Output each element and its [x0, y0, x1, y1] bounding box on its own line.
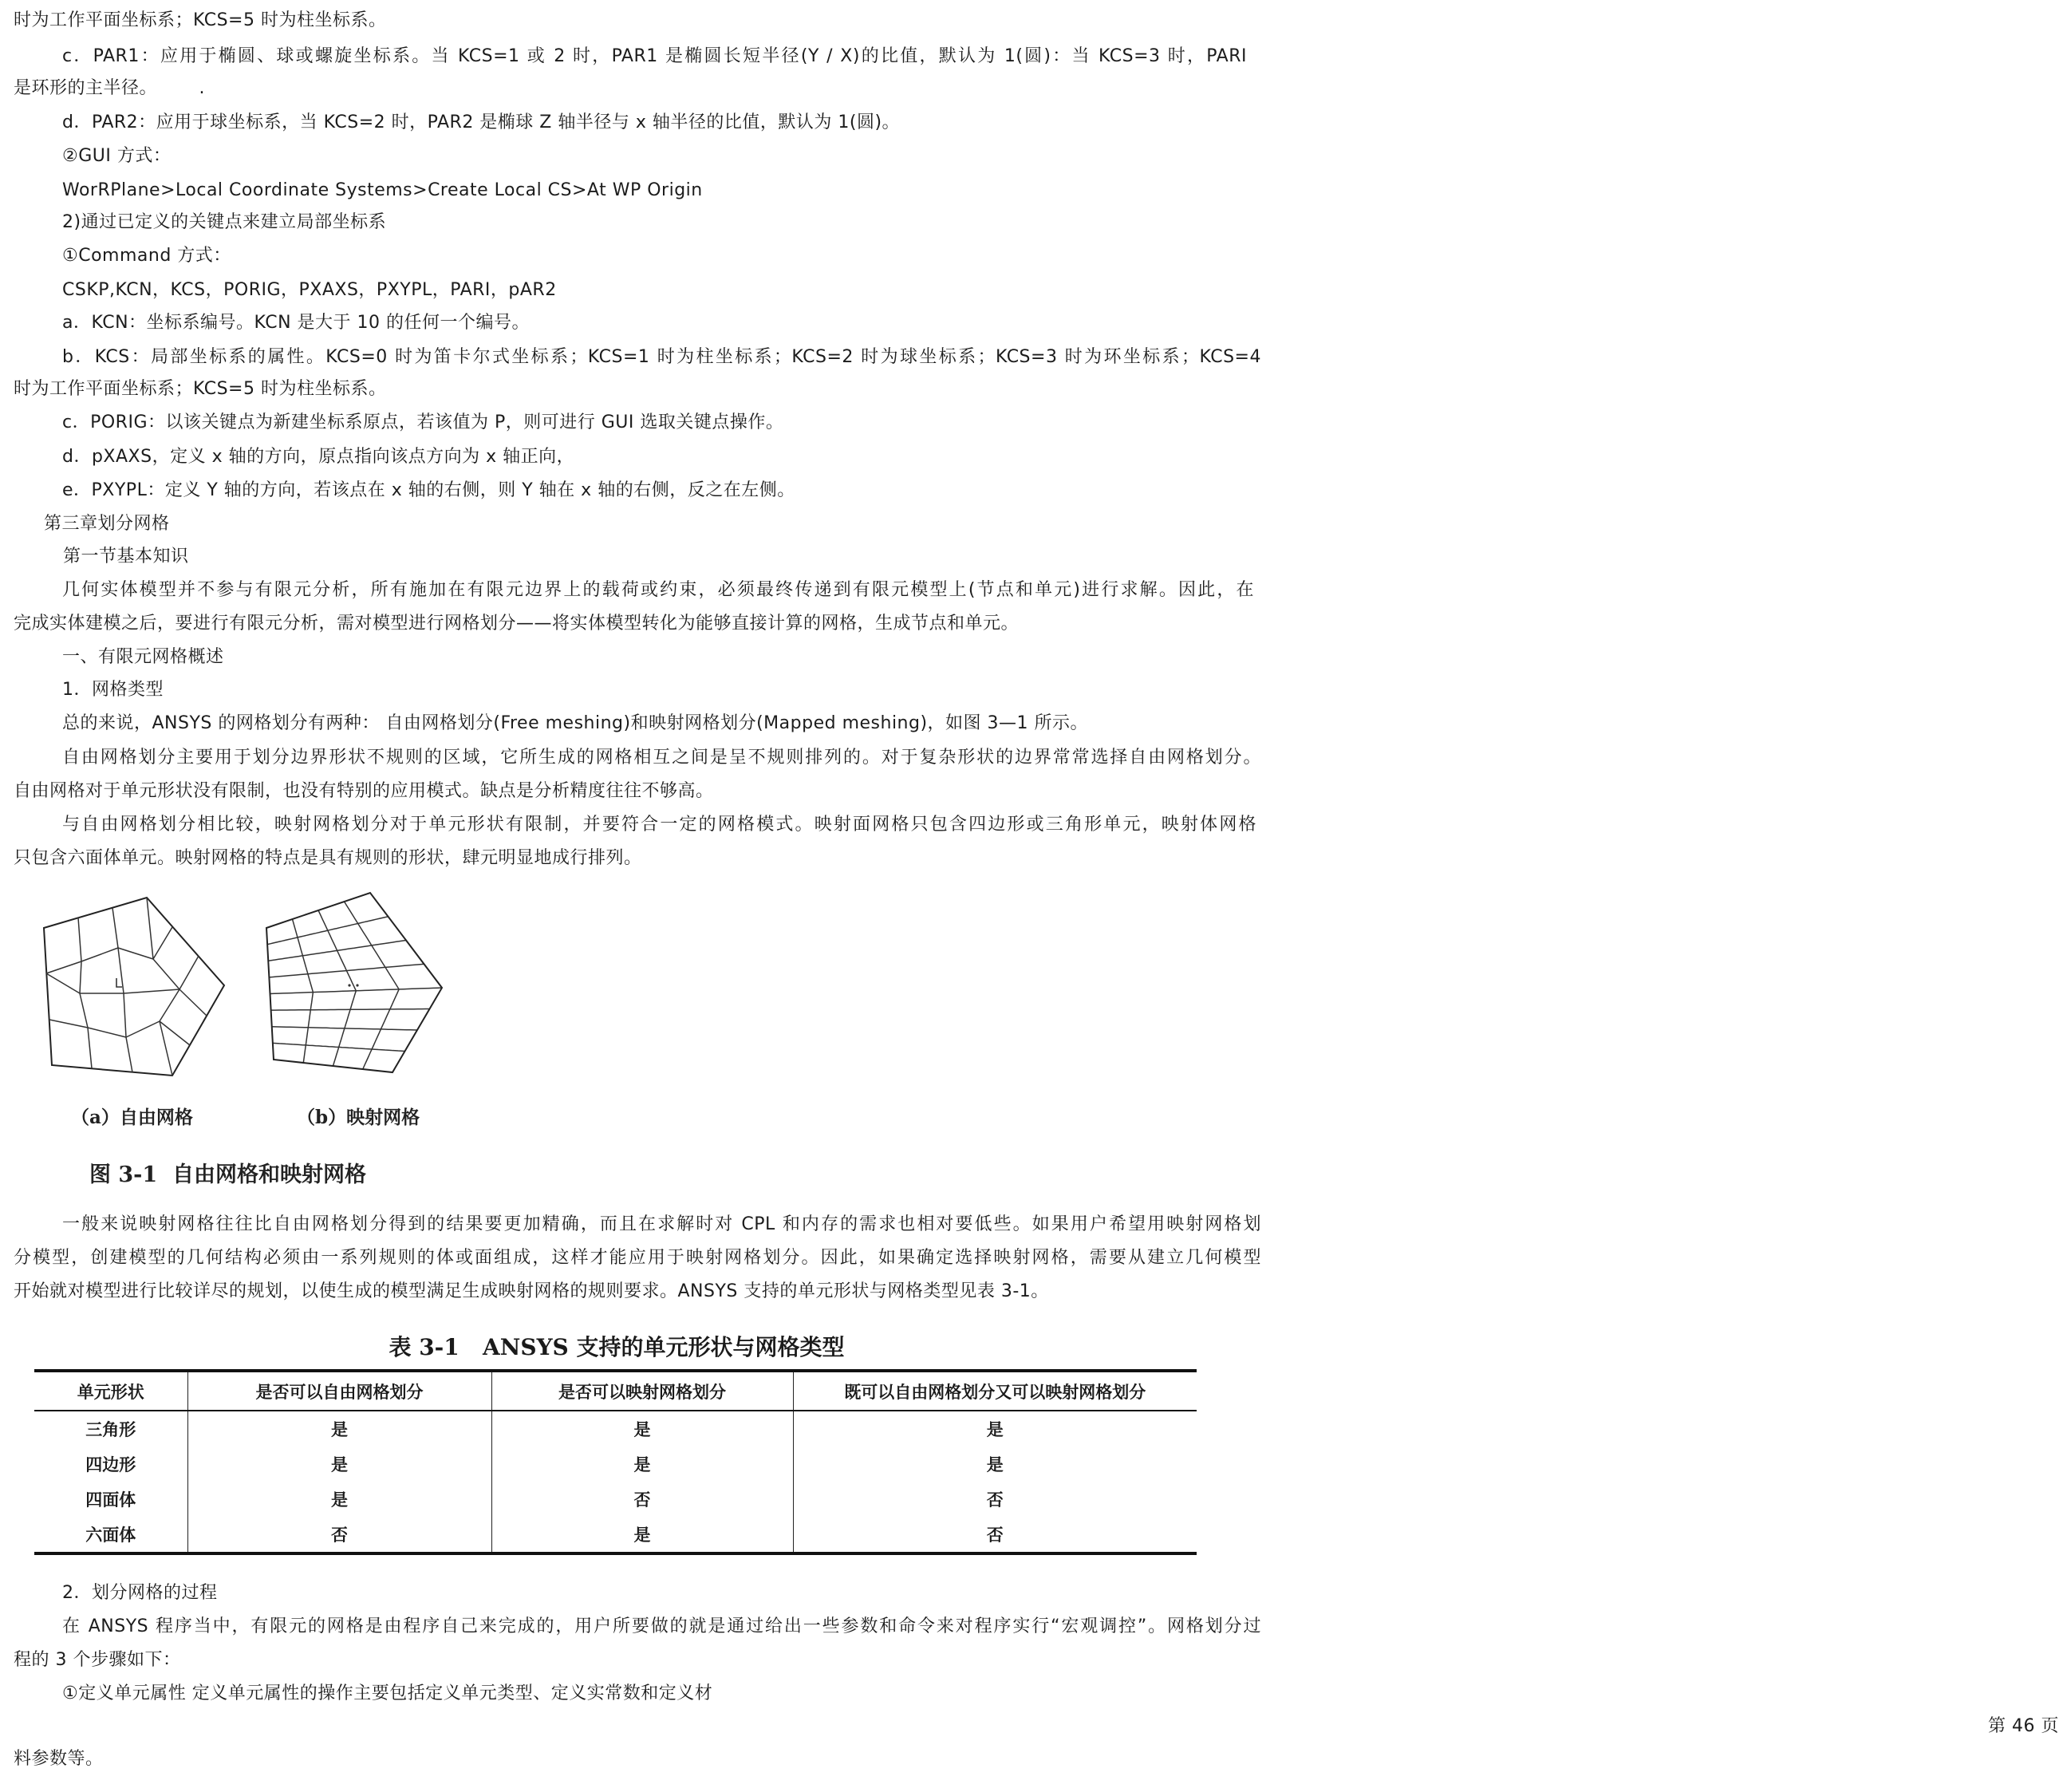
- body-text-line: 2)通过已定义的关键点来建立局部坐标系: [62, 212, 387, 232]
- mesh-line: [46, 961, 81, 973]
- mesh-line: [293, 919, 314, 1063]
- table-row-label: 六面体: [34, 1517, 187, 1553]
- mesh-line: [49, 1020, 88, 1028]
- mesh-line: [81, 948, 118, 961]
- body-text-line: 一般来说映射网格往往比自由网格划分得到的结果要更加精确，而且在求解时对 CPL 和内存的需求也相对要低些。如果用户希望用映射网格划: [62, 1214, 1261, 1234]
- table-header-cell: 单元形状: [34, 1371, 187, 1411]
- body-text-line: 完成实体建模之后，要进行有限元分析，需对模型进行网格划分——将实体模型转化为能够直接计算的网格，生成节点和单元。: [14, 614, 1020, 634]
- body-text-line: 分模型，创建模型的几何结构必须由一系列规则的体或面组成，这样才能应用于映射网格划分。因此，如果确定选择映射网格，需要从建立几何模型: [14, 1248, 1261, 1268]
- body-text-line: ①Command 方式：: [62, 246, 231, 266]
- body-text-line: b．KCS：局部坐标系的属性。KCS=0 时为笛卡尔式坐标系；KCS=1 时为柱坐标系；KCS=2 时为球坐标系；KCS=3 时为环坐标系；KCS=4: [62, 347, 1261, 367]
- table-header-row: [34, 1371, 1197, 1411]
- body-text-line: 料参数等。: [14, 1749, 104, 1769]
- body-text-line: 是环形的主半径。 .: [14, 78, 205, 98]
- center-mark: [348, 984, 350, 986]
- table-row: [34, 1517, 1197, 1553]
- mesh-boundary: [44, 898, 224, 1076]
- mesh-line: [268, 941, 406, 961]
- body-text-line: 总的来说，ANSYS 的网格划分有两种： 自由网格划分(Free meshing)和映射网格划分(Mapped meshing)，如图 3—1 所示。: [62, 713, 1089, 733]
- body-text-line: a．KCN：坐标系编号。KCN 是大于 10 的任何一个编号。: [62, 313, 531, 333]
- table-row-label: 三角形: [85, 1419, 136, 1439]
- mesh-line: [80, 993, 88, 1028]
- subsection-heading: 一、有限元网格概述: [62, 647, 224, 667]
- mesh-line: [88, 1028, 126, 1037]
- body-text-line: d．PAR2：应用于球坐标系，当 KCS=2 时，PAR2 是椭球 Z 轴半径与 x 轴半径的比值，默认为 1(圆)。: [62, 112, 901, 132]
- body-text-line: 开始就对模型进行比较详尽的规划，以使生成的模型满足生成映射网格的规则要求。ANSYS 支持的单元形状与网格类型见表 3-1。: [14, 1281, 1049, 1301]
- body-text-line: 与自由网格划分相比较，映射网格划分对于单元形状有限制，并要符合一定的网格模式。映射面网格只包含四边形或三角形单元，映射体网格: [62, 815, 1256, 835]
- table-header-cell: 是否可以映射网格划分: [491, 1371, 793, 1411]
- figure-title: 图 3-1 自由网格和映射网格: [89, 1162, 366, 1187]
- mesh-line: [153, 959, 179, 989]
- table-header-cell: 是否可以自由网格划分: [187, 1371, 491, 1411]
- table-cell: 是: [187, 1482, 491, 1517]
- mesh-line: [318, 910, 356, 1066]
- body-text-line: 几何实体模型并不参与有限元分析，所有施加在有限元边界上的载荷或约束，必须最终传递到有限元模型上(节点和单元)进行求解。因此，在: [62, 580, 1254, 600]
- table-row: [34, 1482, 1197, 1517]
- table-cell: 是: [187, 1447, 491, 1482]
- command-syntax-line: CSKP,KCN，KCS，PORIG，PXAXS，PXYPL，PARI，pAR2: [62, 280, 557, 300]
- mesh-line: [88, 1028, 92, 1068]
- mesh-type-table: [34, 1369, 1197, 1555]
- mesh-line: [78, 918, 81, 961]
- table-cell: 是: [793, 1411, 1197, 1447]
- mapped-mesh-figure: [255, 882, 455, 1085]
- table-cell: 否: [187, 1517, 491, 1553]
- table-row-label: 四面体: [85, 1490, 136, 1510]
- body-text-line: 程的 3 个步骤如下：: [14, 1650, 181, 1670]
- body-text-line: 在 ANSYS 程序当中，有限元的网格是由程序自己来完成的，用户所要做的就是通过给出一些参数和命令来对程序实行“宏观调控”。网格划分过: [62, 1616, 1261, 1636]
- mesh-boundary: [266, 893, 442, 1072]
- mesh-line: [80, 961, 81, 993]
- body-text-line: 自由网格对于单元形状没有限制，也没有特别的应用模式。缺点是分析精度往往不够高。: [14, 781, 714, 801]
- table-cell: 是: [491, 1517, 793, 1553]
- center-mark: [116, 978, 122, 987]
- body-text-line: c．PAR1：应用于椭圆、球或螺旋坐标系。当 KCS=1 或 2 时，PAR1 是椭圆长短半径(Y / X)的比值，默认为 1(圆)：当 KCS=3 时，PARI: [62, 46, 1247, 66]
- mesh-line: [273, 1043, 405, 1051]
- table-row: [34, 1411, 1197, 1447]
- body-text-line: e．PXYPL：定义 Y 轴的方向，若该点在 x 轴的右侧，则 Y 轴在 x 轴的右侧，反之在左侧。: [62, 480, 795, 500]
- body-text-line: 只包含六面体单元。映射网格的特点是具有规则的形状，肆元明显地成行排列。: [14, 848, 642, 868]
- subsection-heading: 1．网格类型: [62, 680, 164, 700]
- chapter-heading: 第三章划分网格: [44, 514, 170, 534]
- mesh-line: [179, 956, 199, 989]
- mesh-line: [271, 1009, 430, 1011]
- body-text-line: ②GUI 方式：: [62, 146, 172, 166]
- body-text-line: ①定义单元属性 定义单元属性的操作主要包括定义单元类型、定义实常数和定义材: [62, 1683, 713, 1703]
- menu-path-line: WorRPlane>Local Coordinate Systems>Create Local CS>At WP Origin: [62, 180, 703, 200]
- mesh-line: [126, 1037, 132, 1072]
- table-cell: 否: [793, 1517, 1197, 1553]
- table-cell: 是: [793, 1447, 1197, 1482]
- table-cell: 是: [187, 1411, 491, 1447]
- body-text-line: c．PORIG：以该关键点为新建坐标系原点，若该值为 P，则可进行 GUI 选取关键点操作。: [62, 412, 784, 432]
- page-number: 第 46 页: [1988, 1716, 2059, 1736]
- mesh-line: [153, 927, 172, 959]
- table-row: [34, 1447, 1197, 1482]
- table-title: 表 3-1 ANSYS 支持的单元形状与网格类型: [389, 1334, 845, 1360]
- subsection-heading: 2．划分网格的过程: [62, 1583, 218, 1603]
- body-text-line: d．pXAXS，定义 x 轴的方向，原点指向该点方向为 x 轴正向，: [62, 447, 575, 467]
- figure-caption-a: （a）自由网格: [71, 1107, 193, 1128]
- mesh-line: [126, 1021, 160, 1037]
- body-text-line: 时为工作平面坐标系；KCS=5 时为柱坐标系。: [14, 379, 387, 399]
- table-cell: 是: [491, 1447, 793, 1482]
- figure-caption-b: （b）映射网格: [297, 1107, 420, 1128]
- body-text-line: 自由网格划分主要用于划分边界形状不规则的区域，它所生成的网格相互之间是呈不规则排列的。对于复杂形状的边界常常选择自由网格划分。: [62, 748, 1261, 768]
- section-heading: 第一节基本知识: [63, 547, 189, 566]
- mesh-line: [124, 993, 126, 1037]
- center-mark: [356, 984, 358, 986]
- table-row-label: 四边形: [85, 1455, 136, 1474]
- table-cell: 否: [491, 1482, 793, 1517]
- table-header-cell: 既可以自由网格划分又可以映射网格划分: [793, 1371, 1197, 1411]
- mesh-line: [112, 908, 118, 948]
- mesh-line: [147, 898, 153, 959]
- mesh-line: [124, 989, 179, 993]
- body-text-line: 时为工作平面坐标系；KCS=5 时为柱坐标系。: [14, 10, 387, 30]
- mesh-line: [345, 902, 400, 1069]
- table-cell: 否: [793, 1482, 1197, 1517]
- mesh-line: [118, 948, 153, 959]
- mesh-line: [160, 989, 179, 1021]
- free-mesh-figure: [32, 886, 239, 1085]
- mesh-line: [179, 989, 207, 1016]
- table-cell: 是: [491, 1411, 793, 1447]
- mesh-line: [46, 973, 80, 993]
- mesh-line: [269, 964, 424, 977]
